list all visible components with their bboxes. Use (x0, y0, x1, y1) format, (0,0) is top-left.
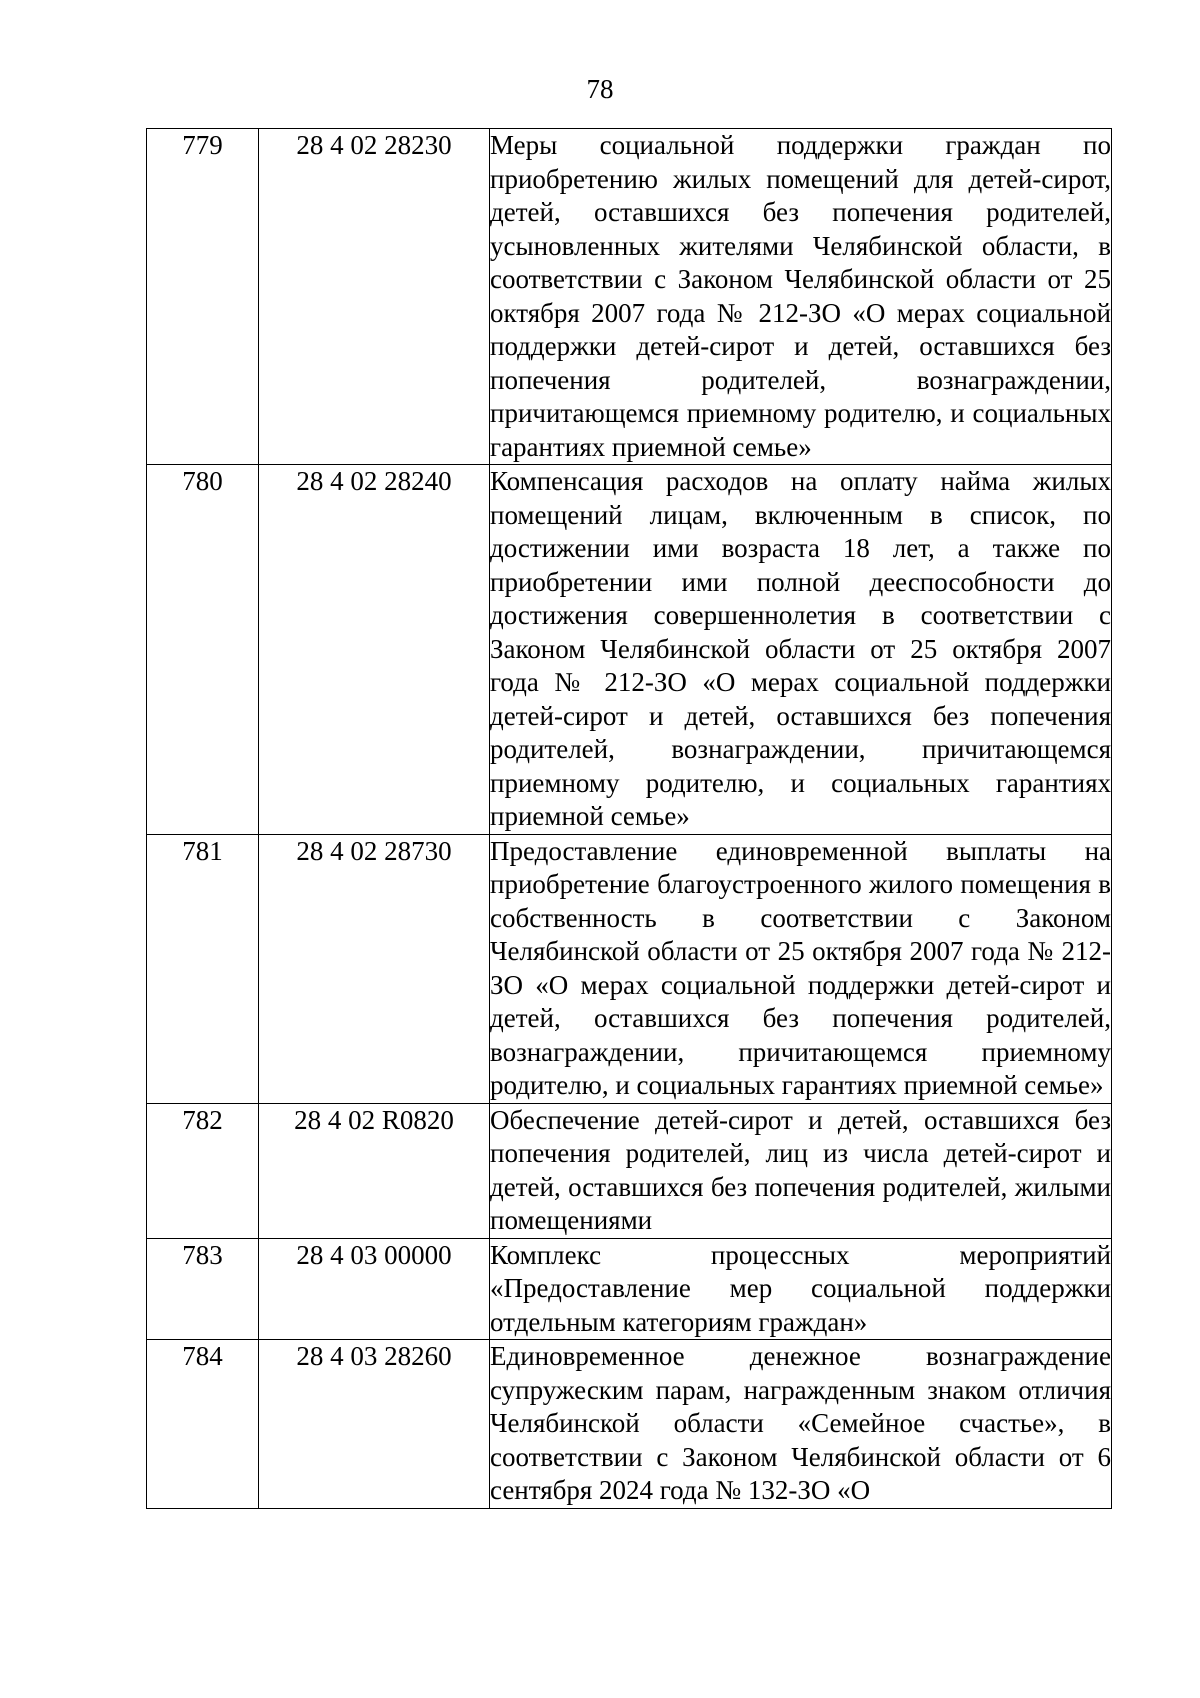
row-number: 782 (147, 1103, 259, 1238)
table-row (147, 1103, 1112, 1238)
row-number: 781 (147, 834, 259, 1103)
row-description: Компенсация расходов на оплату найма жилых помещений лицам, включенным в список, по достижении ими возраста 18 лет, а также по приобретении ими полной дееспособности до достижения совершеннолетия в соответствии с Законом Челябинской области от 25 октября 2007 года № 212-ЗО «О мерах социальной поддержки детей-сирот и детей, оставшихся без попечения родителей, вознаграждении, причитающемся приемному родителю, и социальных гарантиях приемной семье» (490, 465, 1112, 835)
table-row (147, 834, 1112, 1103)
row-description: Обеспечение детей-сирот и детей, оставшихся без попечения родителей, лиц из числа детей-сирот и детей, оставшихся без попечения родителей, жилыми помещениями (490, 1103, 1112, 1238)
row-description: Предоставление единовременной выплаты на приобретение благоустроенного жилого помещения в собственность в соответствии с Законом Челябинской области от 25 октября 2007 года № 212-ЗО «О мерах социальной поддержки детей-сирот и детей, оставшихся без попечения родителей, вознаграждении, причитающемся приемному родителю, и социальных гарантиях приемной семье» (490, 834, 1112, 1103)
page-number: 78 (586, 74, 614, 104)
row-description: Комплекс процессных мероприятий «Предоставление мер социальной поддержки отдельным категориям граждан» (490, 1238, 1112, 1340)
row-description: Единовременное денежное вознаграждение супружеским парам, награжденным знаком отличия Челябинской области «Семейное счастье», в соответствии с Законом Челябинской области от 6 сентября 2024 года № 132-ЗО «О (490, 1340, 1112, 1509)
table-row (147, 1340, 1112, 1509)
budget-code: 28 4 02 28240 (259, 465, 490, 835)
budget-code: 28 4 02 28230 (259, 129, 490, 465)
table-row (147, 465, 1112, 835)
row-number: 783 (147, 1238, 259, 1340)
row-number: 784 (147, 1340, 259, 1509)
classification-table (146, 128, 1112, 1509)
budget-code: 28 4 03 28260 (259, 1340, 490, 1509)
row-number: 779 (147, 129, 259, 465)
row-description: Меры социальной поддержки граждан по приобретению жилых помещений для детей-сирот, детей, оставшихся без попечения родителей, усыновленных жителями Челябинской области, в соответствии с Законом Челябинской области от 25 октября 2007 года № 212-ЗО «О мерах социальной поддержки детей-сирот и детей, оставшихся без попечения родителей, вознаграждении, причитающемся приемному родителю, и социальных гарантиях приемной семье» (490, 129, 1112, 465)
table-row (147, 129, 1112, 465)
budget-code: 28 4 02 28730 (259, 834, 490, 1103)
row-number: 780 (147, 465, 259, 835)
budget-code: 28 4 03 00000 (259, 1238, 490, 1340)
budget-code: 28 4 02 R0820 (259, 1103, 490, 1238)
table-row (147, 1238, 1112, 1340)
